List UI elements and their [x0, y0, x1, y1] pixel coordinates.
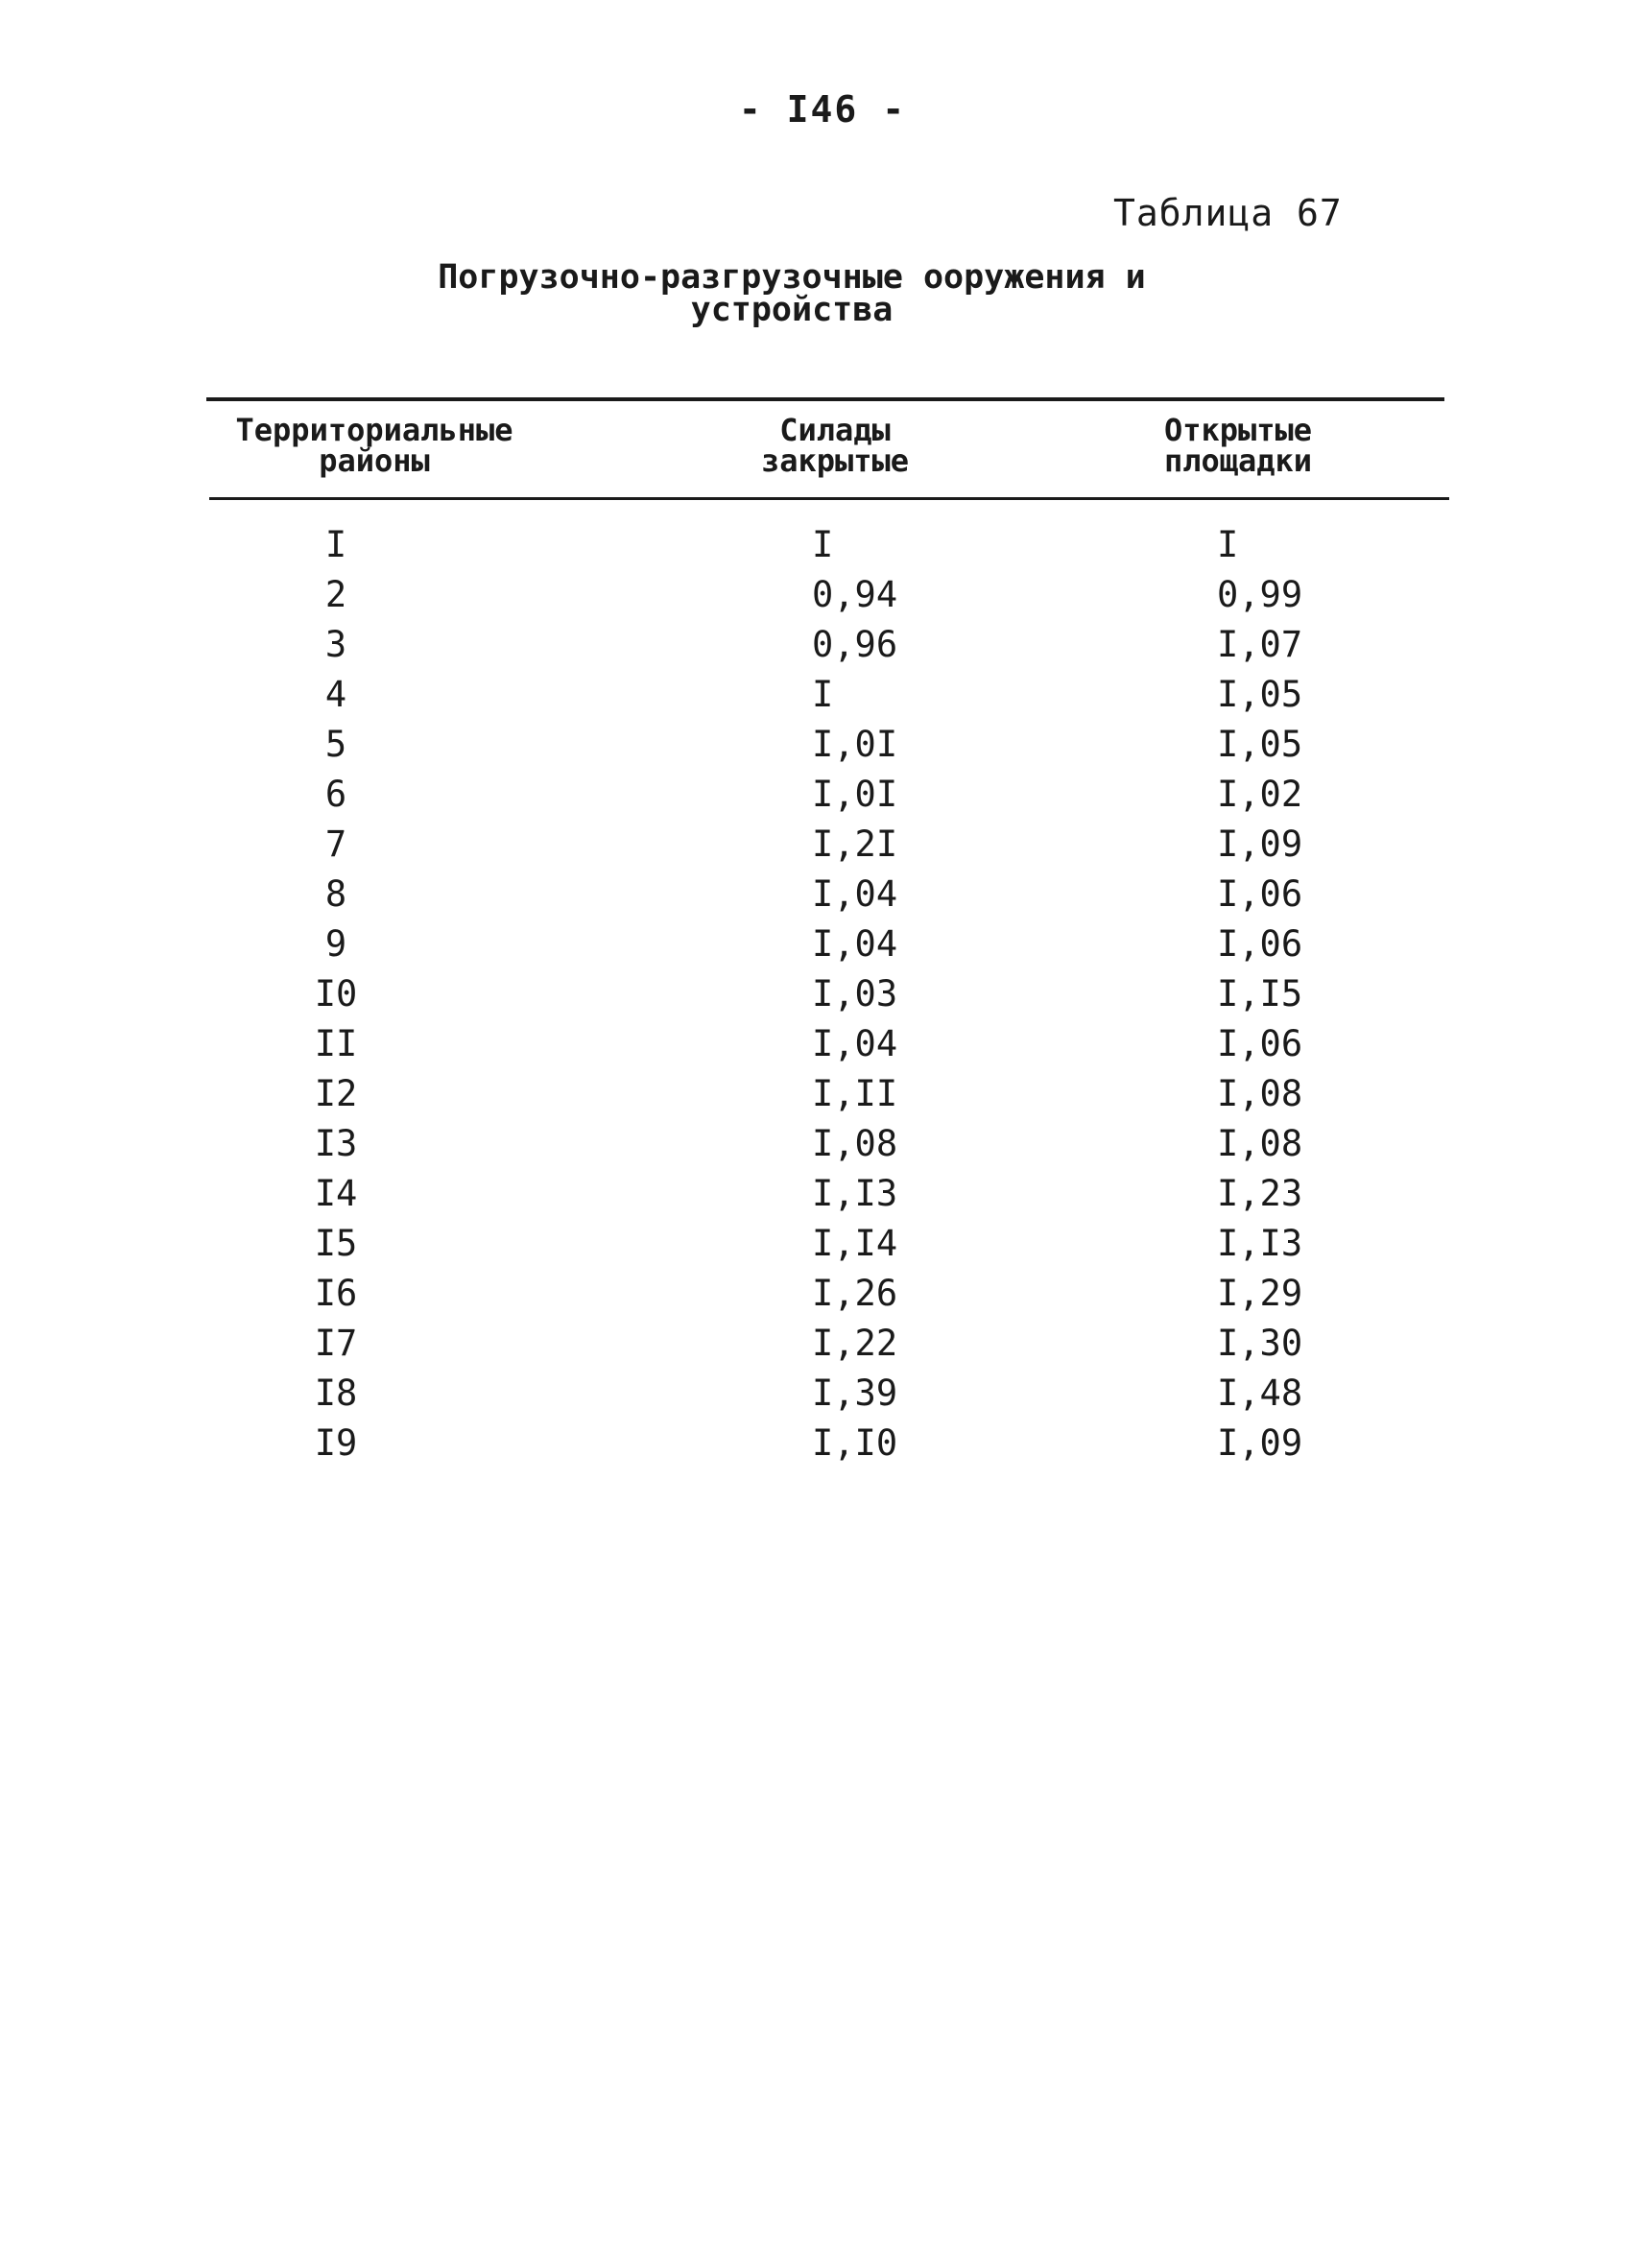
cell-district: 3 [324, 624, 347, 665]
header-closed-warehouses [691, 412, 979, 479]
table-label: Таблица 67 [1113, 192, 1343, 234]
cell-district: I9 [314, 1422, 358, 1464]
cell-district: 6 [324, 774, 347, 815]
cell-closed: I,04 [812, 923, 898, 965]
table-header-rule [209, 497, 1449, 500]
cell-closed: I,2I [812, 824, 898, 865]
cell-open: I,23 [1217, 1173, 1303, 1214]
header-district-line-2: районы [319, 442, 430, 479]
cell-district: 7 [324, 824, 347, 865]
table-title [384, 258, 1200, 329]
cell-closed: I,39 [812, 1373, 898, 1414]
header-closed-line-2: закрытые [760, 442, 910, 479]
table-row [0, 1323, 1645, 1373]
cell-closed: 0,94 [812, 574, 898, 615]
header-district-line-1: Территориальные [235, 412, 513, 448]
cell-closed: I,08 [812, 1123, 898, 1164]
cell-closed: I,I4 [812, 1223, 898, 1264]
cell-closed: I,0I [812, 774, 898, 815]
cell-closed: I,I0 [812, 1422, 898, 1464]
table-title-line-2: устройства [690, 291, 894, 329]
cell-closed: I,22 [812, 1323, 898, 1364]
cell-district: I5 [314, 1223, 358, 1264]
cell-open: I,30 [1217, 1323, 1303, 1364]
table-title-line-1: Погрузочно-разгрузочные ооружения и [438, 258, 1146, 297]
cell-closed: I,03 [812, 973, 898, 1015]
table-row [0, 674, 1645, 724]
cell-closed: I,04 [812, 873, 898, 915]
table-row [0, 1073, 1645, 1123]
table-row [0, 1373, 1645, 1422]
cell-open: I,09 [1217, 1422, 1303, 1464]
table-row [0, 774, 1645, 824]
cell-closed: I [812, 524, 834, 565]
cell-open: I,05 [1217, 724, 1303, 765]
page-number: - I46 - [738, 88, 907, 131]
header-district [211, 412, 537, 479]
cell-open: I,08 [1217, 1123, 1303, 1164]
cell-closed: I,II [812, 1073, 898, 1114]
cell-district: I7 [314, 1323, 358, 1364]
table-row [0, 624, 1645, 674]
cell-district: I [324, 524, 347, 565]
cell-district: I0 [314, 973, 358, 1015]
cell-open: I,I3 [1217, 1223, 1303, 1264]
cell-district: II [314, 1023, 358, 1064]
cell-closed: 0,96 [812, 624, 898, 665]
cell-district: I2 [314, 1073, 358, 1114]
cell-open: I,I5 [1217, 973, 1303, 1015]
table-row [0, 973, 1645, 1023]
cell-closed: I [812, 674, 834, 715]
cell-district: I3 [314, 1123, 358, 1164]
cell-district: 5 [324, 724, 347, 765]
table-row [0, 824, 1645, 873]
cell-district: 2 [324, 574, 347, 615]
cell-open: I,06 [1217, 923, 1303, 965]
cell-district: I4 [314, 1173, 358, 1214]
table-row [0, 574, 1645, 624]
cell-open: I,07 [1217, 624, 1303, 665]
cell-closed: I,26 [812, 1273, 898, 1314]
cell-open: I,09 [1217, 824, 1303, 865]
cell-closed: I,I3 [812, 1173, 898, 1214]
cell-closed: I,0I [812, 724, 898, 765]
table-row [0, 923, 1645, 973]
cell-district: I8 [314, 1373, 358, 1414]
cell-open: 0,99 [1217, 574, 1303, 615]
header-open-line-1: Открытые [1163, 412, 1313, 448]
cell-open: I,02 [1217, 774, 1303, 815]
table-top-rule [206, 397, 1444, 401]
cell-open: I,06 [1217, 1023, 1303, 1064]
cell-open: I [1217, 524, 1239, 565]
table-row [0, 1273, 1645, 1323]
header-closed-line-1: Силады [779, 412, 891, 448]
cell-district: I6 [314, 1273, 358, 1314]
header-open-areas [1094, 412, 1382, 479]
cell-district: 8 [324, 873, 347, 915]
table-row [0, 1123, 1645, 1173]
cell-open: I,08 [1217, 1073, 1303, 1114]
cell-open: I,29 [1217, 1273, 1303, 1314]
table-row [0, 524, 1645, 574]
cell-closed: I,04 [812, 1023, 898, 1064]
table-row [0, 724, 1645, 774]
cell-district: 9 [324, 923, 347, 965]
cell-open: I,06 [1217, 873, 1303, 915]
table-row [0, 1023, 1645, 1073]
table-body [0, 524, 1645, 1472]
cell-district: 4 [324, 674, 347, 715]
cell-open: I,48 [1217, 1373, 1303, 1414]
table-row [0, 1422, 1645, 1472]
header-open-line-2: площадки [1163, 442, 1313, 479]
table-row [0, 1223, 1645, 1273]
cell-open: I,05 [1217, 674, 1303, 715]
table-row [0, 1173, 1645, 1223]
table-row [0, 873, 1645, 923]
